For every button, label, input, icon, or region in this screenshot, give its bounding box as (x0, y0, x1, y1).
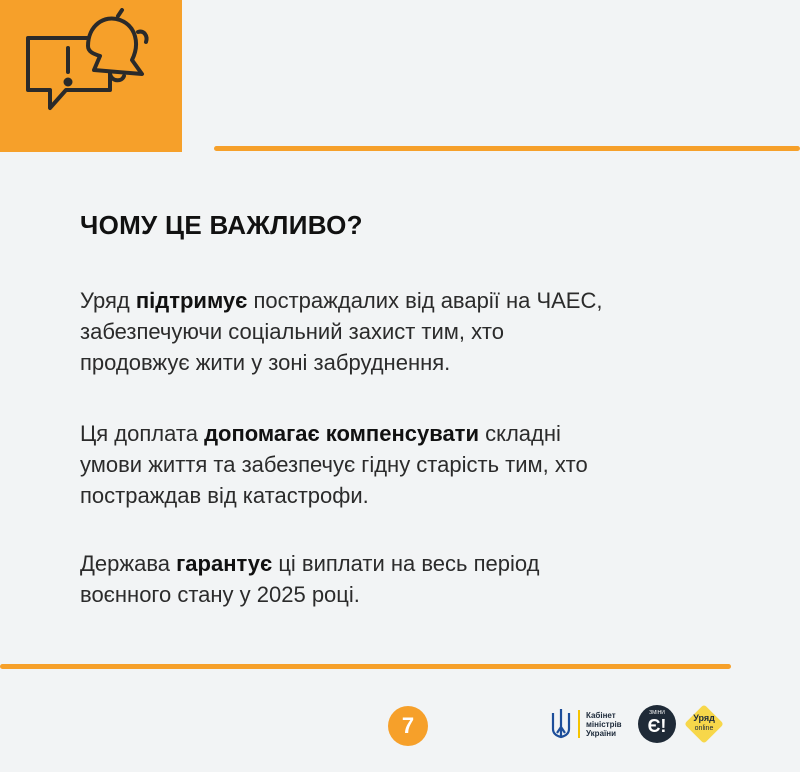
zminy-logo: ЗМІНИ Є! (638, 705, 676, 743)
footer-logos (550, 704, 724, 744)
paragraph-compensation: Ця доплата допомагає компенсувати складні умови життя та забезпечує гідну старість тим, хто постраждав від катастрофи. (80, 421, 588, 508)
paragraph-support: Уряд підтримує постраждалих від аварії на ЧАЕС, забезпечуючи соціальний захист тим, хто продовжує жити у зоні забруднення. (80, 288, 603, 375)
paragraph-guarantee: Держава гарантує ці виплати на весь період воєнного стану у 2025 році. (80, 551, 540, 607)
section-heading: ЧОМУ ЦЕ ВАЖЛИВО? (80, 210, 363, 240)
cabinet-logo-text: Кабінет міністрів України (586, 710, 622, 738)
top-divider-line (214, 146, 800, 151)
bottom-divider-line (0, 664, 731, 669)
header-icon-block (0, 0, 182, 152)
page-number-badge: 7 (388, 706, 428, 746)
trident-icon (550, 707, 572, 741)
bell-icon (88, 10, 147, 80)
logo-divider (578, 710, 580, 738)
speech-bubble-alert-icon (22, 8, 162, 128)
uriad-online-logo: Уряд online (684, 704, 724, 744)
